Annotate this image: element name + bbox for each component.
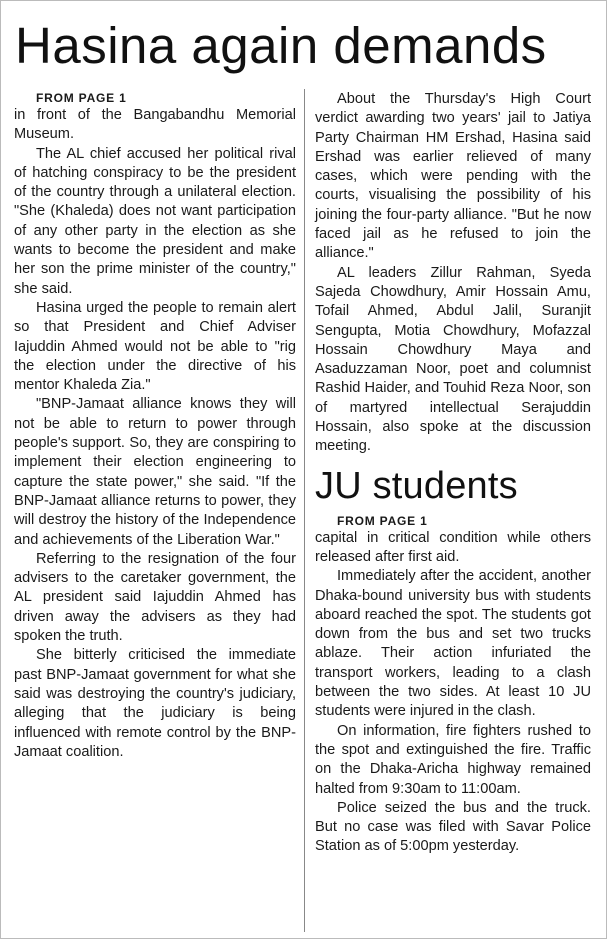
article-paragraph: "BNP-Jamaat alliance knows they will not be able to return to power through people's support. So, they are conspiring to implement their election engineering to capture the state power," she said. "If the BNP-Jamaat alliance returns to power, they will destroy the history of the Independence and achievements of the Liberation War." xyxy=(14,396,296,548)
article-column-left xyxy=(14,90,296,762)
article-paragraph: On information, fire fighters rushed to the spot and extinguished the fire. Traffic on the Dhaka-Aricha highway remained halted from 9:30am to 11:00am. xyxy=(315,722,591,797)
article-paragraph: Hasina urged the people to remain alert so that President and Chief Adviser Iajuddin Ahmed would not be able to "rig the election under the directive of his mentor Khaleda Zia." xyxy=(14,299,296,394)
article-paragraph: Immediately after the accident, another Dhaka-bound university bus with students aboard reached the spot. The students got down from the bus and set two trucks ablaze. Their action infuriated the transport workers, leading to a clash between the two sides. At least 10 JU students were injured in the clash. xyxy=(315,568,591,720)
subheadline: JU students xyxy=(315,464,518,507)
headline: Hasina again demands xyxy=(15,17,547,74)
article-paragraph: in front of the Bangabandhu Memorial Museum. xyxy=(14,107,296,143)
dateline: FROM PAGE 1 xyxy=(36,91,127,105)
article-paragraph: She bitterly criticised the immediate past BNP-Jamaat government for what she said was destroying the country's judiciary, alleging that the judiciary is being influenced with remote control by the BNP-Jamaat coalition. xyxy=(14,647,296,760)
article-paragraph: capital in critical condition while others released after first aid. xyxy=(315,529,591,565)
article-paragraph: Referring to the resignation of the four advisers to the caretaker government, the AL president said Iajuddin Ahmed has driven away the advisers as they had spoken the truth. xyxy=(14,550,296,645)
article-paragraph: The AL chief accused her political rival of hatching conspiracy to be the president of the country through a unilateral election. "She (Khaleda) does not want participation of any other party in the election as she wants to become the president and make her son the prime minister of the country," she said. xyxy=(14,145,296,297)
article-paragraph: Police seized the bus and the truck. But no case was filed with Savar Police Station as of 5:00pm yesterday. xyxy=(315,799,591,855)
article-paragraph: About the Thursday's High Court verdict awarding two years' jail to Jatiya Party Chairman HM Ershad, Hasina said Ershad was earlier relieved of many cases, which were pending with the courts, visualising the possibility of his joining the four-party alliance. "But he now faced jail as he refused to join the alliance." xyxy=(315,91,591,262)
column-divider xyxy=(304,89,305,932)
article-column-right xyxy=(315,90,591,857)
dateline: FROM PAGE 1 xyxy=(337,513,428,528)
article-paragraph: AL leaders Zillur Rahman, Syeda Sajeda Chowdhury, Amir Hossain Amu, Tofail Ahmed, Abdul Jalil, Suranjit Sengupta, Motia Chowdhury, Mofazzal Hossain Chowdhury Maya and Asaduzzaman Noor, poet and columnist Rashid Haider, and Touhid Reza Noor, son of martyred intellectual Serajuddin Hossain, also spoke at the discussion meeting. xyxy=(315,264,591,455)
